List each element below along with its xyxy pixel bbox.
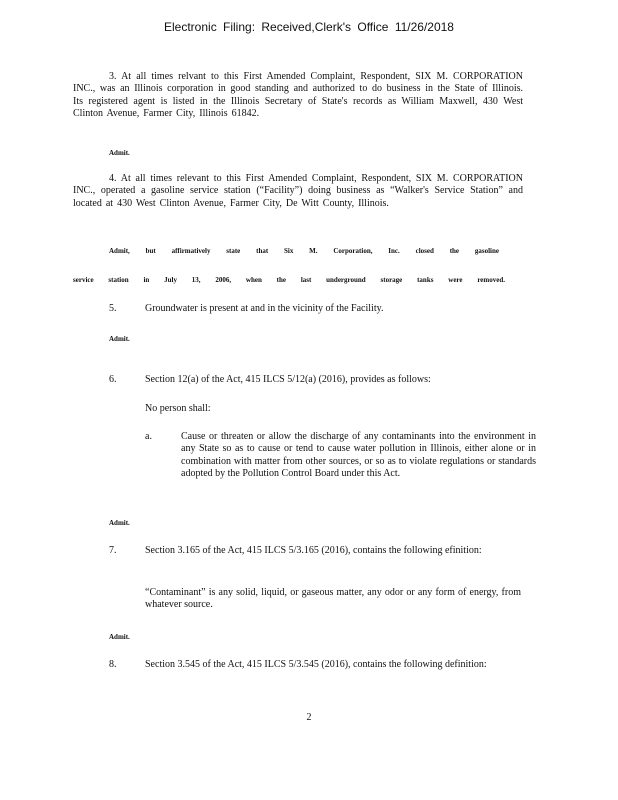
paragraph-3: 3. At all times relvant to this First Amended Complaint, Respondent, SIX M. CORPORATION INC., was an Illinois corporation in good standing and authorized to do business in the State of Illinois. Its registered agent is listed in the Illinois Secretary of State's records as William Maxwell, 430 West Clinton Avenue, Farmer City, Illinois 61842. — [73, 71, 523, 120]
response-6: Admit. — [109, 519, 130, 527]
paragraph-4: 4. At all times relevant to this First Amended Complaint, Respondent, SIX M. CORPORATION INC., operated a gasoline service station (“Facility”) doing business as “Walker's Service Station” and located at 430 West Clinton Avenue, Farmer City, De Witt County, Illinois. — [73, 173, 523, 209]
filing-header: Electronic Filing: Received,Clerk's Office 11/26/2018 — [164, 20, 454, 34]
page-number: 2 — [306, 712, 312, 723]
paragraph-6-number: 6. — [109, 374, 117, 385]
quote-intro: No person shall: — [145, 403, 211, 414]
response-7: Admit. — [109, 633, 130, 641]
response-5: Admit. — [109, 335, 130, 343]
paragraph-8-number: 8. — [109, 659, 117, 670]
sub-item-text: Cause or threaten or allow the discharge of any contaminants into the environment in any State so as to cause or tend to cause water pollution in Illinois, either alone or in combination with matter from other sources, or so as to violate regulations or standards adopted by the Pollution Control Board under this Act. — [181, 431, 536, 480]
paragraph-5-number: 5. — [109, 303, 117, 314]
contaminant-definition: “Contaminant” is any solid, liquid, or gaseous matter, any odor or any form of energy, from whatever source. — [145, 587, 521, 611]
paragraph-5-text: Groundwater is present at and in the vicinity of the Facility. — [145, 303, 384, 314]
response-3: Admit. — [109, 149, 130, 157]
sub-item-label: a. — [145, 431, 152, 442]
paragraph-7-number: 7. — [109, 545, 117, 556]
paragraph-7-text: Section 3.165 of the Act, 415 ILCS 5/3.165 (2016), contains the following efinition: — [145, 545, 482, 556]
paragraph-6-text: Section 12(a) of the Act, 415 ILCS 5/12(a) (2016), provides as follows: — [145, 374, 431, 385]
response-4-line-1: Admit, but affirmatively state that Six M. Corporation, Inc. closed the gasoline — [109, 247, 499, 255]
paragraph-8-text: Section 3.545 of the Act, 415 ILCS 5/3.545 (2016), contains the following definition: — [145, 659, 487, 670]
response-4-line-2: service station in July 13, 2006, when the last underground storage tanks were removed. — [73, 276, 505, 284]
